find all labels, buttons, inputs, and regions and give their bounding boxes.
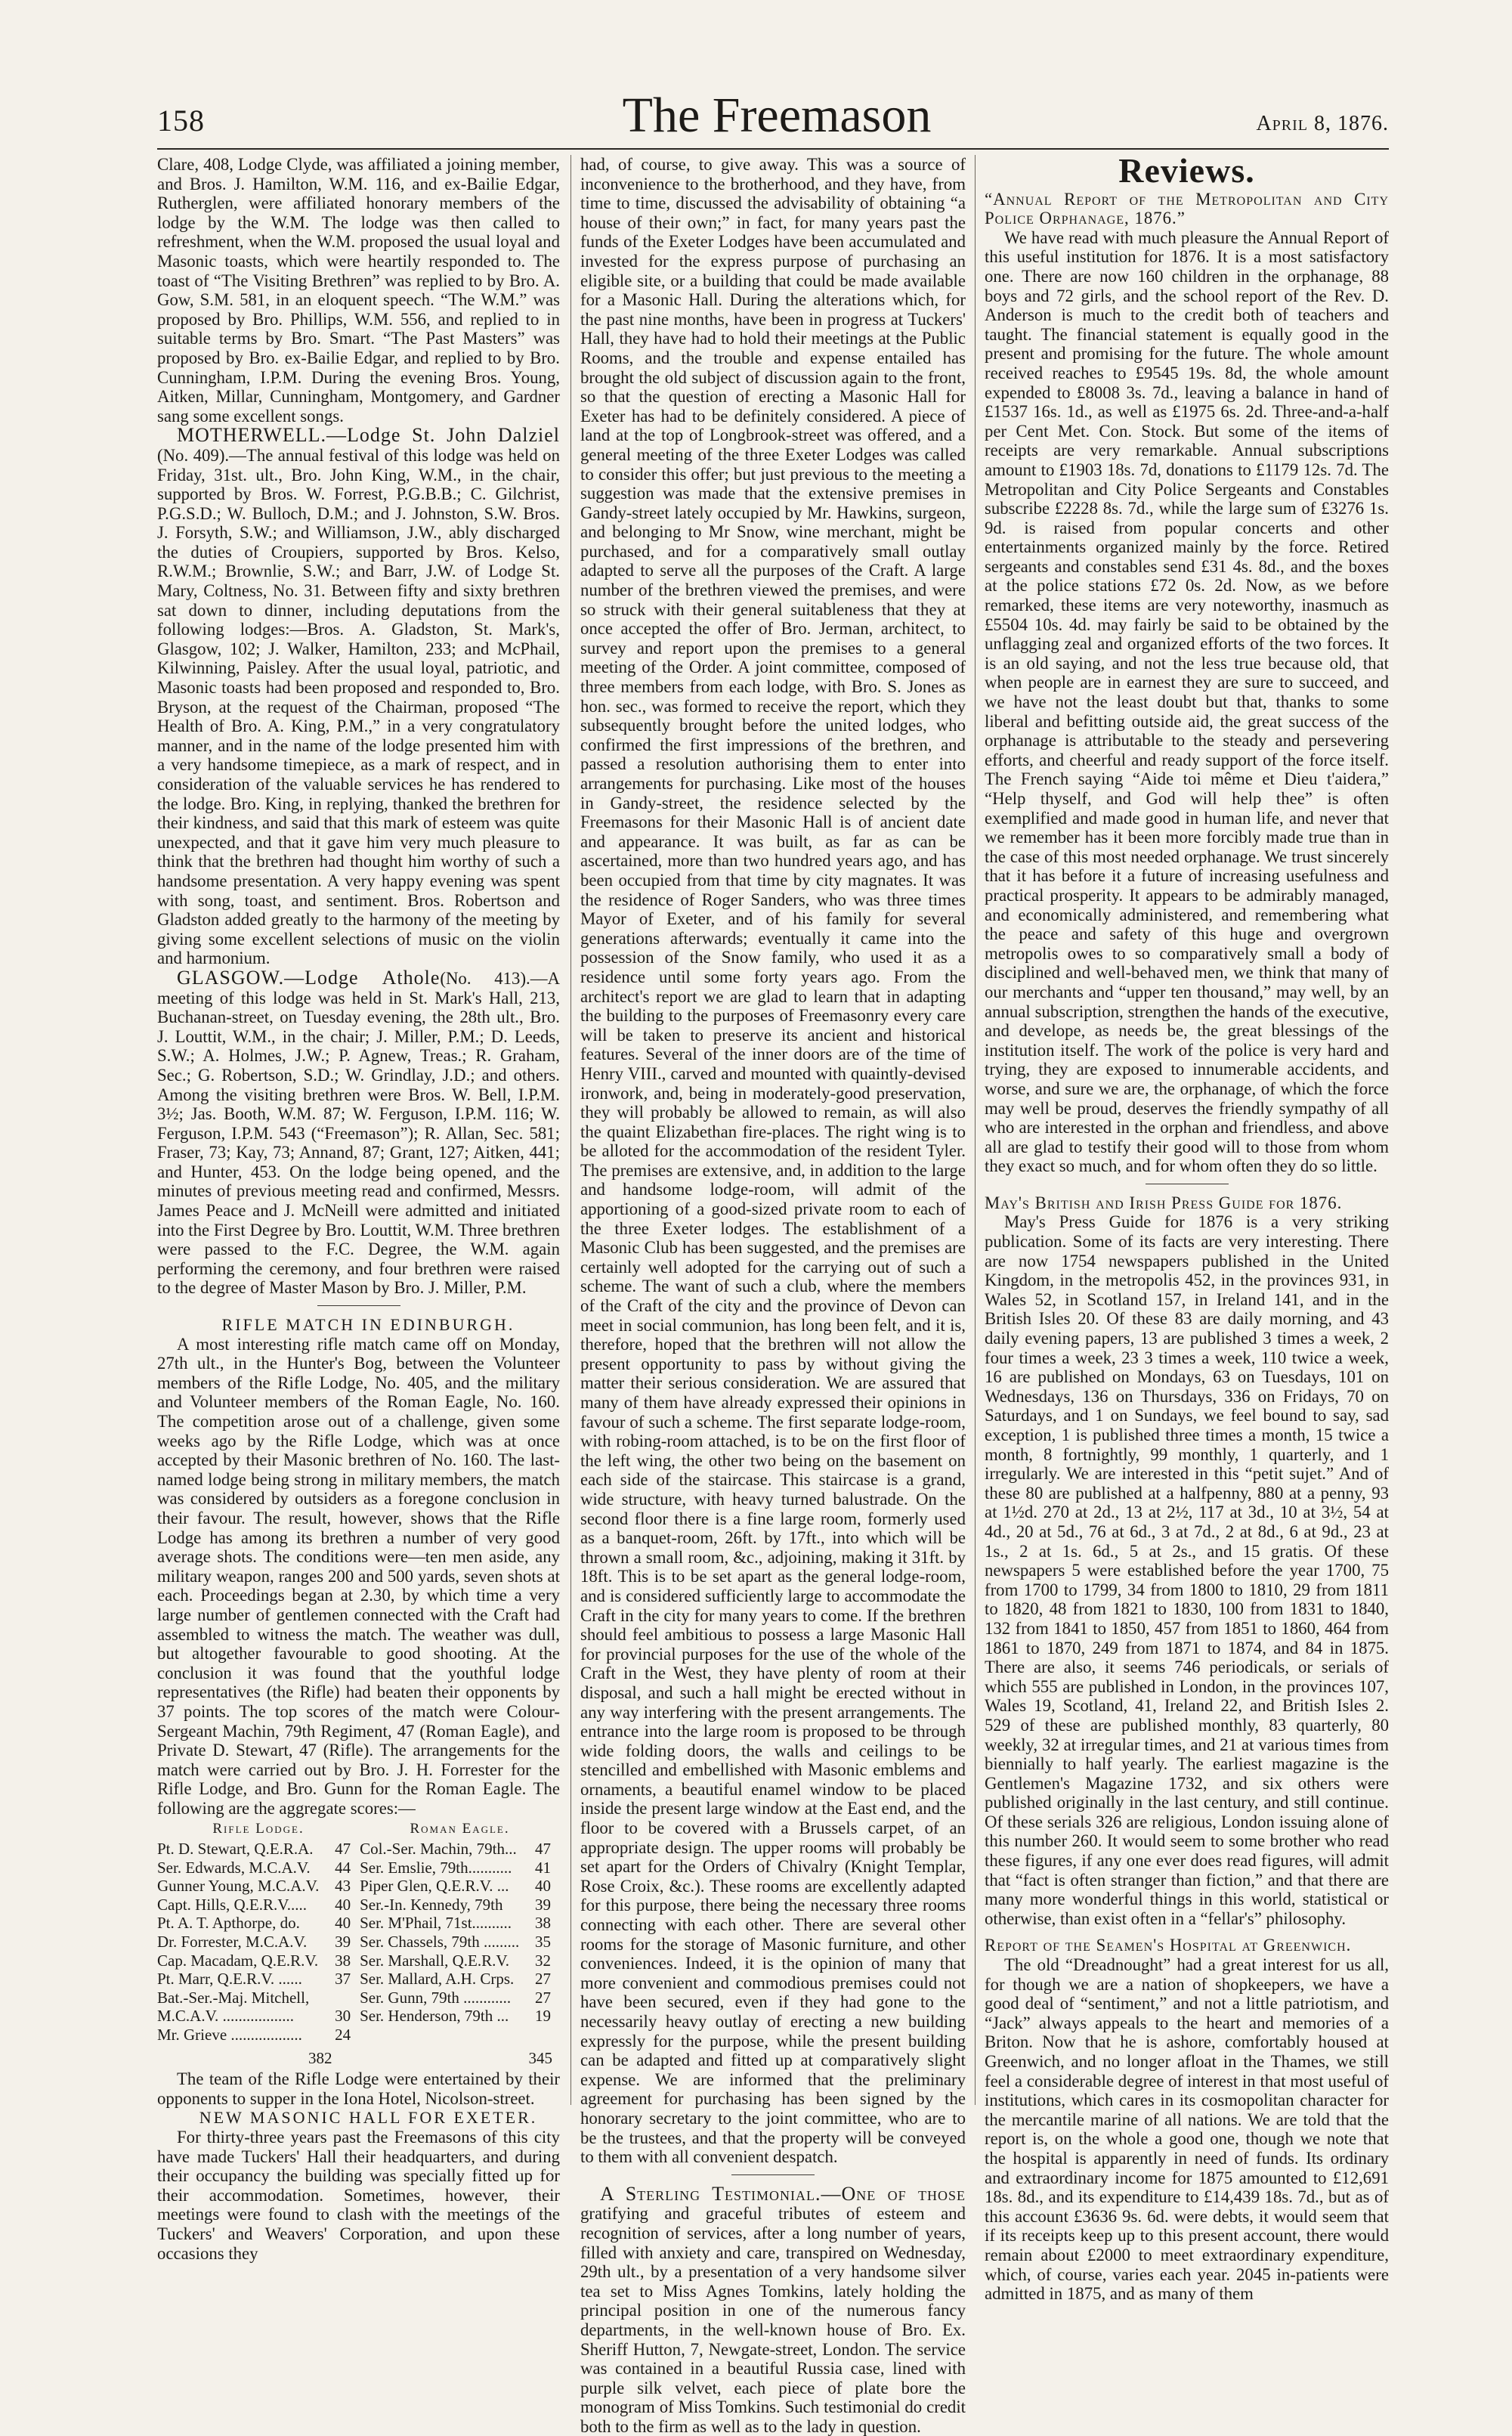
- shooter-name: Cap. Macadam, Q.E.R.V.: [157, 1951, 319, 1970]
- shooter-name: Capt. Hills, Q.E.R.V.....: [157, 1895, 307, 1914]
- score: 39: [535, 1895, 551, 1914]
- section-rule: [731, 2174, 815, 2175]
- shooter-name: Gunner Young, M.C.A.V.: [157, 1877, 320, 1896]
- shooter-name: Ser. Emslie, 79th...........: [360, 1858, 512, 1877]
- shooter-name: Ser. Mallard, A.H. Crps.: [360, 1970, 515, 1989]
- glasgow-body: (No. 413).—A meeting of this lodge was held in St. Mark's Hall, 213, Buchanan-street, on Tuesday evening, the 28th ult., Bro. J. Louttit, W.M., in the chair; J. Miller, P.M.; D. Leeds, S.W.; A. Holmes, J.W.; P. Agnew, Treas.; R. Graham, Sec.; G. Robertson, S.D.; W. Grindlay, J.D.; and others. Among the visiting brethren were Bros. W. Bell, I.P.M. 3½; Jas. Booth, W.M. 87; W. Ferguson, I.P.M. 116; W. Ferguson, I.P.M. 543 (“Freemason”); R. Allan, Sec. 581; Fraser, 73; Kay, 73; Annand, 87; Grant, 127; Aitken, 441; and Hunter, 453. On the lodge being opened, and the minutes of previous meeting read and confirmed, Messrs. James Peace and J. McNeill were admitted and initiated into the First Degree by Bro. Louttit, W.M. Three brethren were passed to the F.C. Degree, the W.M. again performing the ceremony, and four brethren were raised to the degree of Master Mason by Bro. J. Miller, P.M.: [157, 968, 560, 1298]
- score: 47: [335, 1840, 351, 1859]
- column-3: [985, 151, 1389, 2304]
- score: 43: [335, 1877, 351, 1896]
- column-2: [580, 155, 966, 2436]
- shooter-name: Bat.-Ser.-Maj. Mitchell,: [157, 1988, 310, 2007]
- score: 38: [535, 1914, 551, 1933]
- score: 38: [335, 1951, 351, 1970]
- motherwell-report: [157, 426, 560, 968]
- review-body: The old “Dreadnought” had a great interest for us all, for though we are a nation of shopkeepers, we have a good deal of “sentiment,” and not a little patriotism, and “Jack” always appeals to the heart and memories of a Briton. Now that he is ashore, comfortably housed at Greenwich, and no longer afloat in the Thames, we still feel a considerable degree of interest in that most useful of institutions, which cares in its cosmopolitan character for the mercantile marine of all nations. We are told that the report is, on the whole a good one, though we note that the hospital is apparently in need of funds. Its ordinary and extraordinary income for 1875 amounted to £12,691 18s. 8d., and its expenditure to £14,439 18s. 7d., but as of this account £3636 9s. 6d. were debts, it would seem that if its receipts keep up to this present account, there would remain about £2000 to meet extraordinary expenditure, which, of course, varies each year. 2045 in-patients were admitted in 1875, and as many of them: [985, 1955, 1389, 2304]
- shooter-name: Col.-Ser. Machin, 79th...: [360, 1840, 517, 1859]
- shooter-name: Pt. A. T. Apthorpe, do.: [157, 1914, 300, 1933]
- roman-eagle-total: 345: [528, 2048, 552, 2067]
- column-1: [157, 155, 560, 2263]
- shooter-name: Mr. Grieve ..................: [157, 2026, 302, 2044]
- score: 24: [335, 2026, 351, 2044]
- score-row: [157, 1952, 560, 1970]
- testimonial-heading: A Sterling Testimonial.—One of those: [600, 2182, 966, 2205]
- testimonial-article: [580, 2184, 966, 2436]
- glasgow-report: [157, 968, 560, 1298]
- shooter-name: Piper Glen, Q.E.R.V. ...: [360, 1877, 509, 1896]
- score-row: [157, 2007, 560, 2026]
- rifle-lodge-total: 382: [308, 2048, 332, 2067]
- score: 44: [335, 1858, 351, 1877]
- score: 35: [535, 1933, 551, 1952]
- score: 37: [335, 1970, 351, 1989]
- page-number: 158: [157, 104, 205, 138]
- score-row: [157, 2026, 560, 2044]
- team-heading: Roman Eagle.: [410, 1821, 510, 1837]
- shooter-name: Dr. Forrester, M.C.A.V.: [157, 1933, 308, 1952]
- score: 40: [335, 1895, 351, 1914]
- shooter-name: Pt. D. Stewart, Q.E.R.A.: [157, 1840, 314, 1859]
- score: 19: [535, 2007, 551, 2026]
- score-row: [157, 1989, 560, 2007]
- scores-header-row: [157, 1819, 560, 1840]
- shooter-name: Ser. Henderson, 79th ...: [360, 2007, 509, 2026]
- score: 27: [535, 1970, 551, 1989]
- score: 30: [335, 2007, 351, 2026]
- rifle-match-title: RIFLE MATCH IN EDINBURGH.: [221, 1315, 515, 1335]
- exeter-hall-body: For thirty-three years past the Freemasons of this city have made Tuckers' Hall their headquarters, and during their occupancy the building was specially fitted up for their accommodation. Sometimes, however, their meetings were found to clash with the meetings of the Tuckers' and Weavers' Corporation, and upon these occasions they: [157, 2127, 560, 2263]
- shooter-name: Ser. Gunn, 79th ............: [360, 1988, 512, 2007]
- score: 41: [535, 1858, 551, 1877]
- column-divider: [570, 155, 571, 2105]
- shooter-name: Pt. Marr, Q.E.R.V. ......: [157, 1970, 302, 1989]
- section-rule: [317, 1305, 400, 1306]
- scores-table: [157, 1819, 560, 2044]
- score: 47: [535, 1840, 551, 1859]
- lodge-clyde-report: Clare, 408, Lodge Clyde, was affiliated a joining member, and Bros. J. Hamilton, W.M. 116, and ex-Bailie Edgar, Rutherglen, were affiliated honorary members of the lodge by the W.M. The lodge was then called to refreshment, when the W.M. proposed the usual loyal and Masonic toasts, which were heartily responded to. The toast of “The Visiting Brethren” was replied to by Bro. A. Gow, S.M. 581, in an eloquent speech. “The W.M.” was proposed by Bro. Phillips, W.M. 556, and replied to in suitable terms by Bro. Smart. “The Past Masters” was proposed by Bro. ex-Bailie Edgar, and replied to by Bro. Cunningham, I.P.M. During the evening Bros. Young, Aitken, Millar, Cunningham, Montgomery, and Gardner sang some excellent songs.: [157, 155, 560, 426]
- review-body: May's Press Guide for 1876 is a very striking publication. Some of its facts are very interesting. There are now 1754 newspapers published in the United Kingdom, in the metropolis 452, in the provinces 931, in Wales 52, in Scotland 157, in Ireland 141, and in the British Isles 20. Of these 83 are daily morning, and 43 daily evening papers, 13 are published 3 times a week, 2 four times a week, 23 3 times a week, 110 twice a week, 16 are published on Mondays, 63 on Tuesdays, 101 on Wednesdays, 136 on Thursdays, 336 on Fridays, 70 on Saturdays, and 1 on Sundays, we feel bound to say, sad exception, 1 is published three times a month, 15 twice a month, 8 fortnightly, 99 monthly, 1 quarterly, and 1 irregularly. We are interested in this “petit sujet.” And of these 80 are published at a halfpenny, 880 at a penny, 93 at 1½d. 270 at 2d., 13 at 2½, 117 at 3d., 10 at 3½, 54 at 4d., 20 at 5d., 76 at 6d., 3 at 7d., 2 at 8d., 6 at 9d., 23 at 1s., 2 at 1s. 6d., 5 at 2s., and 15 gratis. Of these newspapers 5 were established before the year 1700, 75 from 1700 to 1799, 34 from 1800 to 1810, 29 from 1811 to 1820, 48 from 1821 to 1830, 100 from 1831 to 1840, 132 from 1841 to 1850, 457 from 1851 to 1860, 464 from 1861 to 1870, 249 from 1871 to 1874, and 84 in 1875. There are also, it seems 746 periodicals, or serials of which 555 are published in London, in the provinces 107, Wales 19, Scotland, 41, Ireland 22, and British Isles 2. 529 of these are published monthly, 83 quarterly, 80 weekly, 32 at irregular times, and 21 at various times from biennially to half yearly. The earliest magazine is the Gentlemen's Magazine 1732, and six others were published originally in the last century, and still continue. Of these serials 326 are religious, London issuing alone of this number 260. It would seem to some brother who read these figures, if any one ever does read figures, will admit that “fact is often stranger than fiction,” and that there are many more wonderful things in this world, statistical or otherwise, than exist often in a “fellar's” philosophy.: [985, 1212, 1389, 1928]
- score-row: [157, 1840, 560, 1859]
- masthead: [157, 89, 1389, 148]
- score: [522, 2026, 560, 2044]
- motherwell-body: (No. 409).—The annual festival of this lodge was held on Friday, 31st. ult., Bro. John King, W.M., in the chair, supported by Bros. W. Forrest, P.G.B.B.; C. Gilchrist, P.G.S.D.; W. Bulloch, D.M.; and J. Johnston, S.W. Bros. J. Forsyth, S.W.; and Williamson, J.W., ably discharged the duties of Croupiers, supported by Bros. Kelso, R.W.M.; Brownlie, S.W.; and Barr, J.W. of Lodge St. Mary, Coltness, No. 31. Between fifty and sixty brethren sat down to dinner, including deputations from the following lodges:—Bros. A. Gladston, St. Mark's, Glasgow, 102; J. Walker, Hamilton, 233; and McPhail, Kilwinning, Paisley. After the usual loyal, patriotic, and Masonic toasts had been proposed and responded to, Bro. Bryson, at the request of the Chairman, proposed “The Health of Bro. A. King, P.M.,” in a very congratulatory manner, and in the name of the lodge presented him with a very handsome timepiece, as a mark of respect, and in consideration of the valuable services he has rendered to the lodge. Bro. King, in replying, thanked the brethren for their kindness, and said that this mark of esteem was quite unexpected, and that it gave him very much pleasure to think that the brethren had thought him worthy of such a handsome presentation. A very happy evening was spent with song, toast, and sentiment. Bros. Robertson and Gladston added greatly to the harmony of the meeting by giving some excellent selections of music on the violin and harmonium.: [157, 445, 560, 968]
- reviews-heading: Reviews.: [1118, 151, 1255, 190]
- score: 40: [535, 1877, 551, 1896]
- review-body: We have read with much pleasure the Annual Report of this useful institution for 1876. It is a most satisfactory one. There are now 160 children in the orphanage, 88 boys and 72 girls, and the school report of the Rev. D. Anderson is much to the credit both of teachers and taught. The financial statement is equally good in the present and promising for the future. The whole amount received reaches to £9545 19s. 8d, the whole amount expended to £8008 3s. 7d., leaving a balance in hand of £1537 16s. 1d., as well as £1975 6s. 2d. Three-and-a-half per Cent Met. Con. Stock. But some of the items of receipts are very remarkable. Annual subscriptions amount to £1903 18s. 7d, donations to £1179 12s. 7d. The Metropolitan and City Police Sergeants and Constables subscribe £2228 8s. 7d., while the large sum of £3276 1s. 9d. is raised from popular concerts and other entertainments organized mainly by the force. Retired sergeants and constables send £31 4s. 8d., and the boxes at the police stations £72 0s. 2d. Now, as we before remarked, these items are very noteworthy, inasmuch as £5504 10s. 4d. may fairly be said to be obtained by the unflagging zeal and organized efforts of the two forces. It is an old saying, and not the less true because old, that when people are in earnest they are sure to succeed, and we have not the least doubt but that, thanks to some liberal and befitting outside aid, the great success of the orphanage is attributable to the steady and persevering efforts, and cheerful and ready support of the force itself. The French saying “Aide toi même et Dieu t'aidera,” “Help thyself, and God will help thee” is often exemplified and made good in human life, and never that we remember has it been more forcibly made true than in the case of this most needed orphanage. We trust sincerely that it has before it a future of increasing usefulness and practical prosperity. It appears to be admirably managed, and economically administered, and remembering what the peace and safety of this huge and overgrown metropolis owes to so comparatively small a body of disciplined and well-behaved men, we think that many of our merchants and “upper ten thousand,” may well, by an annual subscription, strengthen the hands of the executive, and develope, as needs be, the great blessings of the institution itself. The work of the police is very hard and trying, they are exposed to innumerable accidents, and worse, and sure we are, the orphanage, of which the force may well be proud, deserves the friendly sympathy of all who are interested in the orphan and friendless, and above all are glad to testify their good will to those from whom they exact so much, and for whom often they do so little.: [985, 228, 1389, 1176]
- shooter-name: [360, 2026, 522, 2044]
- masthead-rule: [157, 148, 1389, 150]
- rifle-match-body: A most interesting rifle match came off on Monday, 27th ult., in the Hunter's Bog, between the Volunteer members of the Rifle Lodge, No. 405, and the military and Volunteer members of the Roman Eagle, No. 160. The competition arose out of a challenge, given some weeks ago by the Rifle Lodge, which was at once accepted by their Masonic brethren of No. 160. The last-named lodge being strong in military members, the match was considered by outsiders as a foregone conclusion in their favour. The result, however, shows that the Rifle Lodge has among its brethren a number of very good average shots. The conditions were—ten men aside, any military weapon, ranges 200 and 500 yards, seven shots at each. Proceedings began at 2.30, by which time a very large number of gentlemen connected with the Craft had assembled to witness the match. The weather was dull, but altogether favourable to good shooting. At the conclusion it was found that the youthful lodge representatives (the Rifle) had beaten their opponents by 37 points. The top scores of the match were Colour-Sergeant Machin, 79th Regiment, 47 (Roman Eagle), and Private D. Stewart, 47 (Rifle). The arrangements for the match were carried out by Bro. J. H. Forrester for the Rifle Lodge, and Bro. Gunn for the Roman Eagle. The following are the aggregate scores:—: [157, 1334, 560, 1818]
- score-row: [157, 1914, 560, 1933]
- review-title: Report of the Seamen's Hospital at Greenwich.: [985, 1936, 1352, 1955]
- newspaper-title: The Freemason: [622, 88, 932, 143]
- exeter-hall-continued: had, of course, to give away. This was a source of inconvenience to the brotherhood, and they have, from time to time, discussed the advisability of obtaining “a house of their own;” in fact, for many years past the funds of the Exeter Lodges have been accumulated and invested for the express purpose of purchasing an eligible site, or a building that could be made available for a Masonic Hall. During the alterations which, for the past nine months, have been in progress at Tuckers' Hall, they have had to hold their meetings at the Public Rooms, and the trouble and expense entailed has brought the old subject of discussion again to the front, so that the question of erecting a Masonic Hall for Exeter has had to be definitely considered. A piece of land at the top of Longbrook-street was offered, and a general meeting of the three Exeter Lodges was called to consider this offer; but just previous to the meeting a suggestion was made that the extensive premises in Gandy-street lately occupied by Mr. Hawkins, surgeon, and belonging to Mr Snow, wine merchant, might be purchased, and for a comparatively small outlay adapted to serve all the purposes of the Craft. A large number of the brethren viewed the premises, and were so struck with their general suitableness that they at once accepted the offer of Bro. Jerman, architect, to survey and report upon the premises to a general meeting of the Order. A joint committee, composed of three members from each lodge, with Bro. S. Jones as hon. sec., was formed to receive the report, which they subsequently brought before the united lodges, who confirmed the first impressions of the brethren, and passed a resolution authorising them to enter into arrangements for purchasing. Like most of the houses in Gandy-street, the residence selected by the Freemasons for their Masonic Hall is of ancient date and appearance. It was built, as far as can be ascertained, more than two hundred years ago, and has been occupied from that time by city magnates. It was the residence of Roger Sanders, who was three times Mayor of Exeter, and of his family for several generations afterwards; eventually it came into the possession of the Snow family, who used it as a residence until some forty years ago. From the architect's report we are glad to learn that in adapting the building to the purposes of Freemasonry every care will be taken to preserve its ancient and historical features. Several of the inner doors are of the time of Henry VIII., carved and mounted with quaintly-devised ironwork, and, being in moderately-good preservation, they will probably be allowed to remain, as will also the quaint Elizabethan fire-places. The right wing is to be alloted for the accommodation of the resident Tyler. The premises are extensive, and, in addition to the large and handsome lodge-room, will admit of the apportioning of a good-sized private room to each of the three Exeter lodges. The establishment of a Masonic Club has been suggested, and the premises are certainly well adopted for the carrying out of such a scheme. The want of such a club, where the members of the Craft of the city and the province of Devon can meet in social communion, has long been felt, and it is, therefore, hoped that the brethren will not allow the present opportunity to pass by without giving the matter their serious consideration. We are assured that many of them have already expressed their opinions in favour of such a scheme. The first separate lodge-room, with robing-room attached, is to be on the first floor of the left wing, the other two being on the basement on each side of the staircase. This staircase is a grand, wide structure, with heavy turned balustrade. On the second floor there is a fine large room, formerly used as a banquet-room, 26ft. by 17ft., into which will be thrown a small room, &c., adjoining, making it 31ft. by 18ft. This is to be set apart as the general lodge-room, and is considered sufficiently large to accommodate the Craft in the city for many years to come. If the brethren should feel ambitious to possess a large Masonic Hall for provincial purposes for the use of the whole of the Craft in the West, they have plenty of room at their disposal, and such a hall might be erected without in any way interfering with the present arrangements. The entrance into the large room is proposed to be through wide folding doors, the walls and ceilings to be stencilled and embellished with Masonic emblems and ornaments, a beautiful enamel window to be placed inside the present large window at the East end, and the floor to be covered with a Brussels carpet, of an appropriate design. The upper rooms will probably be set apart for the Orders of Chivalry (Knight Templar, Rose Croix, &c.). These rooms are excellently adapted for this purpose, there being the necessary three rooms connecting with each other. There are several other rooms for the storage of Masonic furniture, and other conveniences. Indeed, it is the opinion of many that more convenient and commodious premises could not have been secured, even if they had gone to the necessarily heavy outlay of erecting a new building expressly for the purpose, while the present building can be adapted and fitted up at comparatively slight expense. We are informed that the preliminary agreement for purchasing has been signed by the honorary secretary to the joint committee, who are to be the trustees, and that the property will be conveyed to them with all convenient despatch.: [580, 155, 966, 2167]
- score-row: [157, 1933, 560, 1952]
- score-totals: [157, 2048, 560, 2070]
- shooter-name: Ser. Chassels, 79th .........: [360, 1933, 520, 1952]
- issue-date: April 8, 1876.: [1256, 112, 1389, 135]
- score: 27: [535, 1988, 551, 2007]
- score-row: [157, 1859, 560, 1877]
- review-title: “Annual Report of the Metropolitan and City Police Orphanage, 1876.”: [985, 189, 1389, 228]
- motherwell-heading: MOTHERWELL.—Lodge St. John Dalziel: [177, 424, 560, 447]
- score: 40: [335, 1914, 351, 1933]
- shooter-name: M.C.A.V. ..................: [157, 2007, 295, 2026]
- column-divider: [975, 155, 976, 2105]
- shooter-name: Ser.-In. Kennedy, 79th: [360, 1895, 503, 1914]
- score: 39: [335, 1933, 351, 1952]
- exeter-hall-title: NEW MASONIC HALL FOR EXETER.: [199, 2108, 538, 2128]
- rifle-match-close: The team of the Rifle Lodge were entertained by their opponents to supper in the Iona Hotel, Nicolson-street.: [157, 2069, 560, 2108]
- score-row: [157, 1877, 560, 1896]
- review-title: May's British and Irish Press Guide for 1876.: [985, 1193, 1343, 1212]
- shooter-name: Ser. M'Phail, 71st..........: [360, 1914, 512, 1933]
- shooter-name: Ser. Edwards, M.C.A.V.: [157, 1858, 311, 1877]
- shooter-name: Ser. Marshall, Q.E.R.V.: [360, 1951, 510, 1970]
- testimonial-body: gratifying and graceful tributes of esteem and recognition of services, after a long number of years, filled with anxiety and care, transpired on Wednesday, 29th ult., by a presentation of a very handsome silver tea set to Miss Agnes Tomkins, lately holding the principal position in one of the numerous fancy departments, in the well-known house of Bro. Ex. Sheriff Hutton, 7, Newgate-street, London. The service was contained in a beautiful Russia case, lined with purple silk velvet, each piece of plate bore the monogram of Miss Tomkins. Such testimonial do credit both to the firm as well as to the lady in question.: [580, 2204, 966, 2436]
- score: [322, 1989, 360, 2007]
- team-heading: Rifle Lodge.: [212, 1821, 305, 1837]
- score-row: [157, 1896, 560, 1914]
- glasgow-heading: GLASGOW.—Lodge Athole: [177, 966, 441, 989]
- score-row: [157, 1970, 560, 1989]
- score: 32: [535, 1951, 551, 1970]
